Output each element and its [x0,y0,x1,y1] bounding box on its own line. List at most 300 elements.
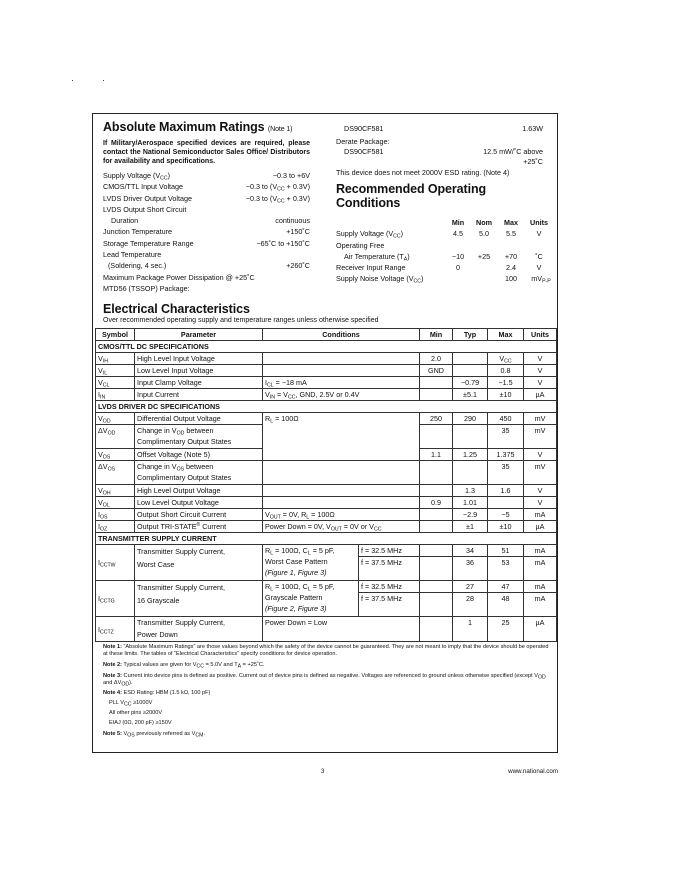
table-row [96,377,557,389]
ec-icctw-cond-c: = 100Ω, C [273,546,308,555]
ec-icctz-cond: Power Down = Low [263,617,420,642]
roc-supply-min: 4.5 [453,229,463,239]
roc-head-min: Min [451,218,465,227]
ec-vil-typ [453,365,488,377]
amr-ds2-label: DS90CF581 [344,147,384,156]
ec-icctz-unit: µA [524,617,557,642]
ec-iin-cond [263,389,420,401]
ec-icctz-typ: 1 [453,617,488,642]
ec-icctw-f1: f = 32.5 MHz [359,545,420,557]
amr-title-text: Absolute Maximum Ratings [103,120,265,134]
roc-table [336,217,552,285]
roc-supply-nom: 5.0 [479,229,489,239]
ec-icctz-param [135,617,263,642]
ec-icctw-param-b: Worst Case [137,560,175,569]
roc-free-label: Operating Free [336,240,385,250]
ec-ioz-cond-sub: OUT [330,526,342,533]
ec-dvod-max: 35 [488,425,524,449]
note-4-text: ESD Rating: HBM (1.5 kΩ, 100 pF) [121,690,211,696]
ec-vcl-symbol [96,377,135,389]
ec-vod-sub: OD [102,418,111,425]
ec-ios-cond-sub2: L [306,514,310,521]
amr-title-note: (Note 1) [267,126,293,133]
ec-head-units: Units [524,329,557,341]
ec-icctw-cond-figures: (Figure 1, Figure 3) [265,568,327,577]
ec-vos-typ: 1.25 [453,449,488,461]
ec-icctz-sub: CCTZ [100,629,114,635]
ec-vod-cond [263,413,420,461]
roc-title-b: Conditions [336,196,401,210]
ec-vos-sym: V [98,450,103,459]
note-4-pll-a: PLL V [109,700,125,706]
ec-ioz-sym: I [98,522,100,531]
ec-icctz-min [420,617,453,642]
table-row [96,365,557,377]
ec-vil-param: Low Level Input Voltage [135,365,263,377]
ec-vil-cond [263,365,420,377]
ec-vih-symbol [96,353,135,365]
roc-recv-min: 0 [456,263,460,273]
ec-dvod-min [420,425,453,449]
ec-icctg-typ1: 27 [453,581,488,593]
ec-icctw-unit2: mA [524,557,557,581]
roc-recv-max: 2.4 [506,263,516,273]
ec-ios-cond [263,509,420,521]
amr-duration-val: continuous [275,216,310,226]
ec-dvos-cond [263,461,420,485]
amr-junction-label: Junction Temperature [103,227,172,237]
ec-icctz-sym: I [98,624,100,634]
note-2-c: = +25˚C. [241,662,265,668]
ec-vol-min: 0.9 [420,497,453,509]
ec-icctw-cond-a [265,546,335,555]
amr-junction-val: +150˚C [286,227,310,237]
roc-row-recv [336,262,552,273]
ec-voh-param: High Level Output Voltage [135,485,263,497]
ec-icctw-typ2: 36 [453,557,488,581]
ec-voh-unit: V [524,485,557,497]
amr-row-junction [103,226,310,237]
note-4-pll-sub: CC [124,701,132,708]
ec-iin-cond-b: = V [274,390,288,399]
roc-air-min: −10 [451,251,465,261]
amr-row-duration [103,215,310,226]
note-2-a: Typical values are given for V [121,662,197,668]
amr-row-storage [103,238,310,249]
note-4-label: Note 4: [103,690,122,696]
ec-icctg-min2 [420,593,453,617]
ec-voh-cond [263,485,420,497]
amr-storage-label: Storage Temperature Range [103,238,194,248]
ec-subtitle: Over recommended operating supply and temperature ranges unless otherwise specified [103,317,379,324]
ec-vos-param: Offset Voltage (Note 5) [135,449,263,461]
ec-vih-cond [263,353,420,365]
ec-dvos-typ [453,461,488,485]
ec-head-min: Min [420,329,453,341]
ec-iin-max: ±10 [488,389,524,401]
amr-derate-val-b: +25˚C [523,157,543,166]
roc-noise-close: ) [421,274,424,284]
note-2-b: = 5.0V and T [204,662,238,668]
ec-ioz-param-b: Current [200,522,227,531]
amr-list [103,170,310,294]
ec-icctw-unit1: mA [524,545,557,557]
note-1-text: “Absolute Maximum Ratings” are those values beyond which the safety of the device cannot be guaranteed. They are not meant to imply that the device should be operated at these limits. The tables of “Electrical Characteristics” specify conditions for device operation. [103,644,549,657]
ec-ios-cond-b: = 0V, R [280,510,307,519]
roc-air-sub: A [403,256,408,263]
roc-air-unit: ˚C [535,251,543,261]
ec-dvos-unit: mV [524,461,557,485]
table-row [96,521,557,533]
table-row [96,389,557,401]
ec-dvod-typ [453,425,488,449]
note-4-pll-b: ≥1000V [131,700,153,706]
ec-icctw-cond-r: R [265,546,271,555]
ec-ios-sub: OS [100,514,108,521]
ec-icctg-min1 [420,581,453,593]
ec-section-tx-label: TRANSMITTER SUPPLY CURRENT [96,533,557,545]
ec-voh-sym: V [98,486,103,495]
ec-dvos-symbol [96,461,135,485]
ec-voh-sub: OH [102,490,111,497]
military-notice: If Military/Aerospace specified devices are required, please contact the National Semiconductor Sales Office/ Distributors for availability and specifications. [103,140,310,165]
ec-vcl-max: −1.5 [488,377,524,389]
note-5-sub2: CM [195,732,204,739]
roc-row-air [336,251,552,262]
ec-ioz-symbol [96,521,135,533]
ec-vod-symbol [96,413,135,425]
roc-supply-close: ) [400,229,404,239]
amr-power-label: Maximum Package Power Dissipation @ +25˚C [103,272,255,282]
ec-ios-min [420,509,453,521]
ec-voh-min [420,485,453,497]
ec-vil-unit: V [524,365,557,377]
ec-vcl-sym: V [98,378,103,387]
ec-dvos-max: 35 [488,461,524,485]
roc-air-label: Air Temperature (T [344,251,404,261]
ec-dvos-param-a: Change in V [137,462,177,471]
amr-cmos-label: CMOS/TTL Input Voltage [103,182,184,192]
ec-iin-min [420,389,453,401]
ec-vih-sym: V [98,354,103,363]
ec-head-conditions: Conditions [263,329,420,341]
ec-vil-sym: V [98,366,103,375]
amr-ds-row [336,124,543,135]
amr-mtd-label: MTD56 (TSSOP) Package: [103,283,190,293]
roc-supply-max: 5.5 [506,229,516,239]
ec-ioz-param-reg: ® [196,522,201,528]
ec-vol-typ: 1.01 [453,497,488,509]
table-row [96,509,557,521]
ec-dvod-symbol [96,425,135,449]
ec-icctg-param [135,581,263,617]
roc-noise-sub: CC [413,278,422,285]
roc-supply-label: Supply Voltage (V [336,229,394,239]
roc-noise-max: 100 [505,274,517,284]
ec-icctg-f2: f = 37.5 MHz [359,593,420,617]
amr-section [103,120,310,166]
ec-vcl-sub: CL [102,382,110,389]
ec-section-lvds-label: LVDS DRIVER DC SPECIFICATIONS [96,401,557,413]
ec-ios-cond-sub: OUT [269,514,281,521]
ec-head-symbol: Symbol [96,329,135,341]
amr-cmos-val-b: + 0.3V) [284,182,310,192]
ec-vol-unit: V [524,497,557,509]
ec-ios-typ: −2.9 [453,509,488,521]
amr-supply-sub: CC [160,175,168,182]
ec-vcl-typ: −0.79 [453,377,488,389]
ec-vcl-param: Input Clamp Voltage [135,377,263,389]
table-row [96,545,557,557]
ec-dvod-param [135,425,263,449]
spec-frame [92,113,558,753]
ec-dvos-param-b: between [184,462,214,471]
ec-vos-sub: OS [102,454,111,461]
ec-vih-max-sub: CC [504,358,512,365]
ec-vcl-cond-b: = −18 mA [273,378,307,387]
ec-voh-symbol [96,485,135,497]
amr-lvds-val-b: + 0.3V) [284,193,310,203]
ec-icctw-param-a: Transmitter Supply Current, [137,547,226,556]
ec-iin-sub: IN [100,394,106,401]
ec-vod-min: 250 [420,413,453,425]
ec-icctw-cond-pattern: Worst Case Pattern [265,557,328,566]
ec-iin-typ: ±5.1 [453,389,488,401]
note-3-sub2: OD [121,681,130,688]
ec-vos-min: 1.1 [420,449,453,461]
ec-icctg-sub: CCTG [100,598,115,605]
roc-row-supply [336,228,552,239]
ec-ios-sym: I [98,510,100,519]
note-2-sub2: A [237,663,242,670]
roc-noise-label: Supply Noise Voltage (V [336,274,414,284]
ec-iin-symbol [96,389,135,401]
ec-vod-cond-b: = 100Ω [273,414,299,423]
ec-header-row [96,329,557,341]
ec-icctg-max2: 48 [488,593,524,617]
ec-dvod-param-b: between [184,426,214,435]
ec-iin-unit: µA [524,389,557,401]
roc-head-max: Max [504,218,518,227]
ec-dvod-sym: ΔV [98,426,108,435]
note-4-eiaj: EIAJ (0Ω, 200 pF) ≥150V [109,720,172,726]
ec-ioz-unit: µA [524,521,557,533]
table-row [96,413,557,425]
note-5 [103,731,553,738]
ec-vol-cond [263,497,420,509]
roc-title-a: Recommended Operating [336,182,487,196]
amr-lvds-val-a: −0.3 to (V [245,193,278,203]
amr-derate-val-a: 12.5 mW/˚C above [483,147,543,156]
ec-icctw-cond-pf: = 5 pF, [310,546,335,555]
ec-iin-cond-c: , GND, 2.5V or 0.4V [295,390,360,399]
ec-icctg-typ2: 28 [453,593,488,617]
note-2-label: Note 2: [103,662,122,668]
ec-vol-max [488,497,524,509]
roc-air-nom: +25 [477,251,491,261]
ec-ios-cond-c: = 100Ω [309,510,335,519]
ec-ioz-typ: ±1 [453,521,488,533]
note-4-pll [109,700,559,707]
ec-dvos-param-sub: OS [176,466,185,473]
ec-ioz-cond-b: = 0V or V [341,522,374,531]
amr-title [103,120,310,135]
table-row [96,617,557,642]
ec-vcl-cond [263,377,420,389]
ec-section-cmos-label: CMOS/TTL DC SPECIFICATIONS [96,341,557,353]
ec-icctw-max1: 51 [488,545,524,557]
amr-lvds-val-sub: CC [277,198,285,205]
ec-dvod-sub: OD [107,430,116,437]
corner-mark-right [103,80,104,81]
note-3-a: Current into device pins is defined as positive. Current out of device pins is defined as negative. Voltages are referenced to ground unless otherwise specified (except V [121,673,539,679]
ec-icctw-sub: CCTW [100,562,116,569]
ec-icctg-param-a: Transmitter Supply Current, [137,583,226,592]
ec-ioz-min [420,521,453,533]
ec-dvod-param-sub: OD [176,430,185,437]
roc-recv-unit: V [536,263,542,273]
ec-icctw-typ1: 34 [453,545,488,557]
ec-icctg-param-b: 16 Grayscale [137,596,180,605]
ec-vil-symbol [96,365,135,377]
note-1-label: Note 1: [103,644,122,650]
ec-icctg-cond-c-sub: L [307,586,311,593]
amr-supply-val: −0.3 to +6V [272,171,310,180]
ec-vil-max: 0.8 [488,365,524,377]
ec-icctw-sym: I [98,558,100,567]
note-5-sub: OS [127,732,135,739]
ec-vih-max [488,353,524,365]
roc-header [336,217,552,228]
ec-section-cmos [96,341,557,353]
amr-row-soldering [103,260,310,271]
ec-iin-cond-sub2: CC [287,394,296,401]
amr-row-cmos [103,181,310,192]
ec-ios-cond-a: V [265,510,270,519]
amr-right-col [336,124,543,178]
note-3-b: and ΔV [103,680,122,686]
ec-section-tx [96,533,557,545]
ec-ios-unit: mA [524,509,557,521]
notes-block [103,644,553,749]
ec-ios-param: Output Short Circuit Current [135,509,263,521]
amr-row-supply [103,170,310,181]
roc-noise-unit-sub: P-P [542,278,551,285]
ec-ioz-cond-sub2: CC [373,526,382,533]
table-row [96,581,557,593]
roc-supply-sub: CC [393,233,401,240]
roc-air-max: +70 [504,251,518,261]
roc-title [336,182,486,210]
ec-section-lvds [96,401,557,413]
ec-voh-max: 1.6 [488,485,524,497]
ec-icctw-cond [263,545,359,581]
ec-dvos-sym: ΔV [98,462,108,471]
ec-icctg-unit1: mA [524,581,557,593]
amr-supply-label: Supply Voltage (V [103,171,161,180]
footer-url[interactable]: www.national.com [508,768,558,775]
ec-icctg-unit2: mA [524,593,557,617]
ec-table [95,328,557,642]
ec-icctg-symbol [96,581,135,617]
ec-icctz-symbol [96,617,135,642]
ec-head-max: Max [488,329,524,341]
amr-soldering-label: (Soldering, 4 sec.) [108,261,167,271]
note-3 [103,673,553,687]
ec-vih-max-v: V [499,354,505,363]
ec-vod-param: Differential Output Voltage [135,413,263,425]
note-5-label: Note 5: [103,731,122,737]
ec-iin-cond-a: V [265,390,270,399]
ec-ios-symbol [96,509,135,521]
ec-vod-unit: mV [524,413,557,425]
ec-vod-cond-a: R [265,414,271,423]
ec-icctg-sym: I [98,594,100,603]
amr-derate-row [336,147,543,157]
ec-vcl-cond-sub: CL [267,382,274,389]
ec-icctg-cond [263,581,359,617]
ec-iin-sym: I [98,390,100,399]
ec-icctg-f1: f = 32.5 MHz [359,581,420,593]
ec-head-parameter: Parameter [135,329,263,341]
roc-head-units: Units [530,218,548,227]
amr-short-label: LVDS Output Short Circuit [103,204,187,214]
amr-lvds-label: LVDS Driver Output Voltage [103,193,192,203]
ec-icctw-symbol [96,545,135,581]
ec-vol-param: Low Level Output Voltage [135,497,263,509]
ec-iin-param: Input Current [135,389,263,401]
ec-ioz-param-a: Output TRI-STATE [137,522,197,531]
ec-ioz-sub: OZ [100,526,108,533]
ec-icctz-param-b: Power Down [137,630,178,639]
ec-dvos-sub: OS [107,466,116,473]
note-3-c: ). [129,680,133,686]
ec-vod-max: 450 [488,413,524,425]
roc-recv-label: Receiver Input Range [336,263,406,273]
note-5-b: previously referred as V [134,731,196,737]
amr-cmos-val-a: −0.3 to (V [245,182,278,192]
ec-vcl-unit: V [524,377,557,389]
ec-vih-typ [453,353,488,365]
amr-lead-label: Lead Temperature [103,250,162,260]
ec-ioz-cond-a: Power Down = 0V, V [265,522,331,531]
ec-vil-sub: IL [102,370,108,377]
note-4-other: All other pins ≥2000V [109,710,163,716]
amr-cmos-val-sub: CC [277,186,285,193]
ec-vol-symbol [96,497,135,509]
ec-icctg-cond-c: = 100Ω, C [273,582,308,591]
ec-ioz-cond [263,521,420,533]
ec-vos-max: 1.375 [488,449,524,461]
ec-icctz-max: 25 [488,617,524,642]
amr-duration-label: Duration [111,216,139,226]
ec-dvos-min [420,461,453,485]
amr-esd-note: This device does not meet 2000V ESD rating. (Note 4) [336,168,510,177]
table-row [96,485,557,497]
ec-icctg-cond-pf: = 5 pF, [310,582,335,591]
amr-ds-val: 1.63W [522,124,543,133]
ec-icctg-cond-figures: (Figure 2, Figure 3) [265,604,327,613]
ec-icctg-cond-r: R [265,582,271,591]
ec-voh-typ: 1.3 [453,485,488,497]
note-1 [103,644,553,658]
ec-dvos-param [135,461,263,485]
ec-vih-min: 2.0 [420,353,453,365]
ec-vil-min: GND [420,365,453,377]
ec-dvod-param-c: Complimentary Output States [137,437,232,446]
ec-ios-max: −5 [488,509,524,521]
ec-icctw-f2: f = 37.5 MHz [359,557,420,581]
